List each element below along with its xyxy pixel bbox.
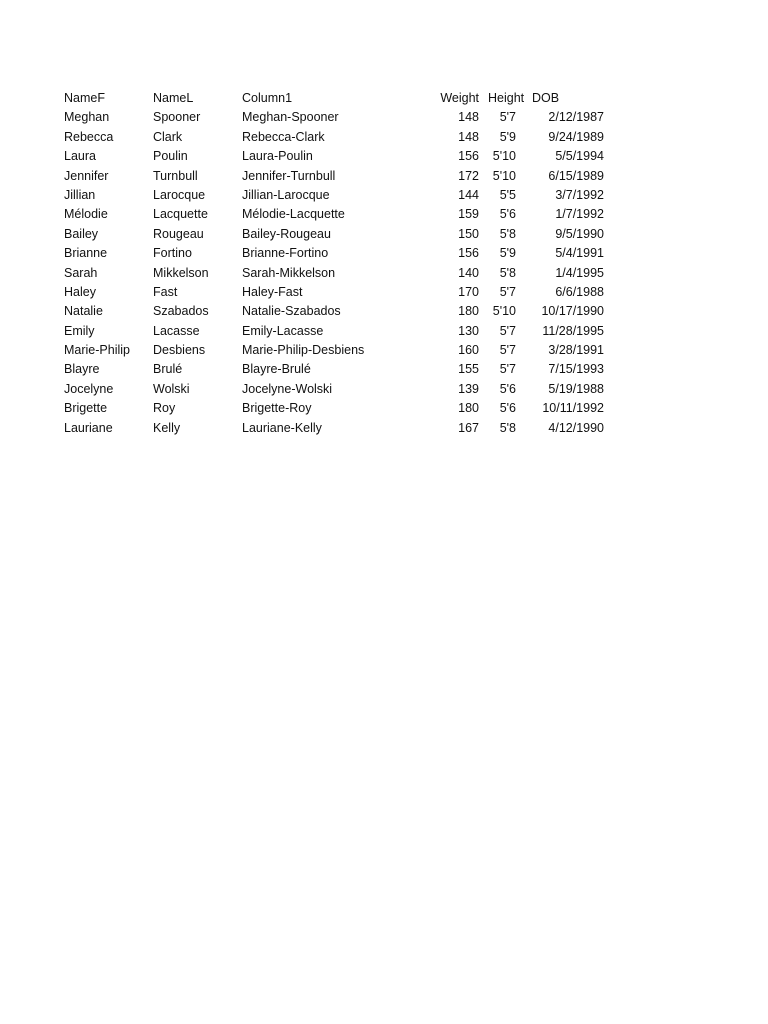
height-cell: 5'6 [499, 207, 516, 222]
height-cell: 5'7 [499, 362, 516, 377]
dob-cell: 9/5/1990 [555, 226, 604, 241]
height-cell: 5'8 [499, 265, 516, 280]
weight-cell: 180 [458, 401, 479, 416]
dob-cell: 1/7/1992 [555, 207, 604, 222]
name-last-cell: Desbiens [153, 343, 206, 358]
height-cell: 5'7 [499, 284, 516, 299]
dob-cell: 6/15/1989 [548, 168, 604, 183]
height-cell: 5'10 [492, 304, 516, 319]
column1-cell: Mélodie-Lacquette [242, 207, 345, 222]
name-first-cell: Emily [64, 323, 95, 338]
dob-cell: 10/17/1990 [541, 304, 604, 319]
weight-cell: 156 [458, 149, 479, 164]
height-cell: 5'9 [499, 129, 516, 144]
name-first-cell: Blayre [64, 362, 100, 377]
column1-cell: Brigette-Roy [242, 401, 312, 416]
column1-cell: Sarah-Mikkelson [242, 265, 336, 280]
column1-cell: Natalie-Szabados [242, 304, 341, 319]
column1-cell: Laura-Poulin [242, 149, 313, 164]
height-cell: 5'9 [499, 246, 516, 261]
weight-cell: 139 [458, 381, 479, 396]
name-last-cell: Wolski [153, 381, 190, 396]
column1-cell: Jocelyne-Wolski [242, 381, 333, 396]
name-last-cell: Poulin [153, 149, 188, 164]
header-dob: DOB [532, 91, 560, 105]
weight-cell: 155 [458, 362, 479, 377]
dob-cell: 4/12/1990 [548, 420, 604, 435]
dob-cell: 9/24/1989 [548, 129, 604, 144]
name-last-cell: Spooner [153, 110, 201, 125]
name-last-cell: Rougeau [153, 226, 204, 241]
dob-cell: 11/28/1995 [542, 323, 604, 338]
name-last-cell: Fast [153, 284, 178, 299]
name-first-cell: Marie-Philip [64, 343, 130, 358]
name-last-cell: Szabados [153, 304, 209, 319]
weight-cell: 140 [458, 265, 479, 280]
name-first-cell: Brigette [64, 401, 108, 416]
column1-cell: Rebecca-Clark [242, 129, 325, 144]
height-cell: 5'10 [492, 149, 516, 164]
height-cell: 5'10 [492, 168, 516, 183]
height-cell: 5'5 [499, 187, 516, 202]
column1-cell: Brianne-Fortino [242, 246, 329, 261]
header-name-first: NameF [64, 91, 105, 105]
name-first-cell: Jillian [64, 187, 96, 202]
dob-cell: 10/11/1992 [542, 401, 604, 416]
weight-cell: 180 [458, 304, 479, 319]
dob-cell: 7/15/1993 [548, 362, 604, 377]
name-first-cell: Lauriane [64, 420, 113, 435]
weight-cell: 144 [458, 187, 479, 202]
weight-cell: 150 [458, 226, 479, 241]
column1-cell: Lauriane-Kelly [242, 420, 322, 435]
column1-cell: Emily-Lacasse [242, 323, 324, 338]
dob-cell: 1/4/1995 [555, 265, 604, 280]
header-column1: Column1 [242, 91, 293, 105]
dob-cell: 5/4/1991 [555, 246, 604, 261]
name-last-cell: Brulé [153, 362, 183, 377]
weight-cell: 156 [458, 246, 479, 261]
dob-cell: 5/19/1988 [548, 381, 604, 396]
column1-cell: Haley-Fast [242, 284, 303, 299]
name-last-cell: Lacasse [153, 323, 200, 338]
name-first-cell: Natalie [64, 304, 103, 319]
dob-cell: 2/12/1987 [548, 110, 604, 125]
name-last-cell: Turnbull [153, 168, 198, 183]
header-height: Height [488, 91, 525, 105]
column1-cell: Jillian-Larocque [242, 187, 330, 202]
name-first-cell: Bailey [64, 226, 99, 241]
column1-cell: Blayre-Brulé [242, 362, 311, 377]
weight-cell: 167 [458, 420, 479, 435]
column1-cell: Jennifer-Turnbull [242, 168, 336, 183]
weight-cell: 170 [458, 284, 479, 299]
name-last-cell: Larocque [153, 187, 206, 202]
name-last-cell: Clark [153, 129, 183, 144]
height-cell: 5'6 [499, 381, 516, 396]
name-last-cell: Fortino [153, 246, 192, 261]
column1-cell: Bailey-Rougeau [242, 226, 331, 241]
dob-cell: 3/7/1992 [555, 187, 604, 202]
name-last-cell: Roy [153, 401, 176, 416]
name-first-cell: Meghan [64, 110, 110, 125]
weight-cell: 148 [458, 129, 479, 144]
height-cell: 5'7 [499, 323, 516, 338]
name-first-cell: Laura [64, 149, 96, 164]
name-first-cell: Jocelyne [64, 381, 114, 396]
height-cell: 5'6 [499, 401, 516, 416]
name-first-cell: Rebecca [64, 129, 114, 144]
header-name-last: NameL [153, 91, 194, 105]
weight-cell: 130 [458, 323, 479, 338]
name-first-cell: Haley [64, 284, 96, 299]
weight-cell: 172 [458, 168, 479, 183]
height-cell: 5'8 [499, 226, 516, 241]
column1-cell: Meghan-Spooner [242, 110, 339, 125]
header-weight: Weight [440, 91, 479, 105]
weight-cell: 148 [458, 110, 479, 125]
name-first-cell: Mélodie [64, 207, 108, 222]
dob-cell: 5/5/1994 [555, 149, 604, 164]
name-first-cell: Sarah [64, 265, 98, 280]
weight-cell: 160 [458, 343, 479, 358]
column1-cell: Marie-Philip-Desbiens [242, 343, 365, 358]
height-cell: 5'8 [499, 420, 516, 435]
name-first-cell: Brianne [64, 246, 108, 261]
name-last-cell: Mikkelson [153, 265, 209, 280]
name-first-cell: Jennifer [64, 168, 109, 183]
dob-cell: 6/6/1988 [555, 284, 604, 299]
name-last-cell: Kelly [153, 420, 181, 435]
height-cell: 5'7 [499, 110, 516, 125]
dob-cell: 3/28/1991 [548, 343, 604, 358]
name-last-cell: Lacquette [153, 207, 208, 222]
weight-cell: 159 [458, 207, 479, 222]
height-cell: 5'7 [499, 343, 516, 358]
